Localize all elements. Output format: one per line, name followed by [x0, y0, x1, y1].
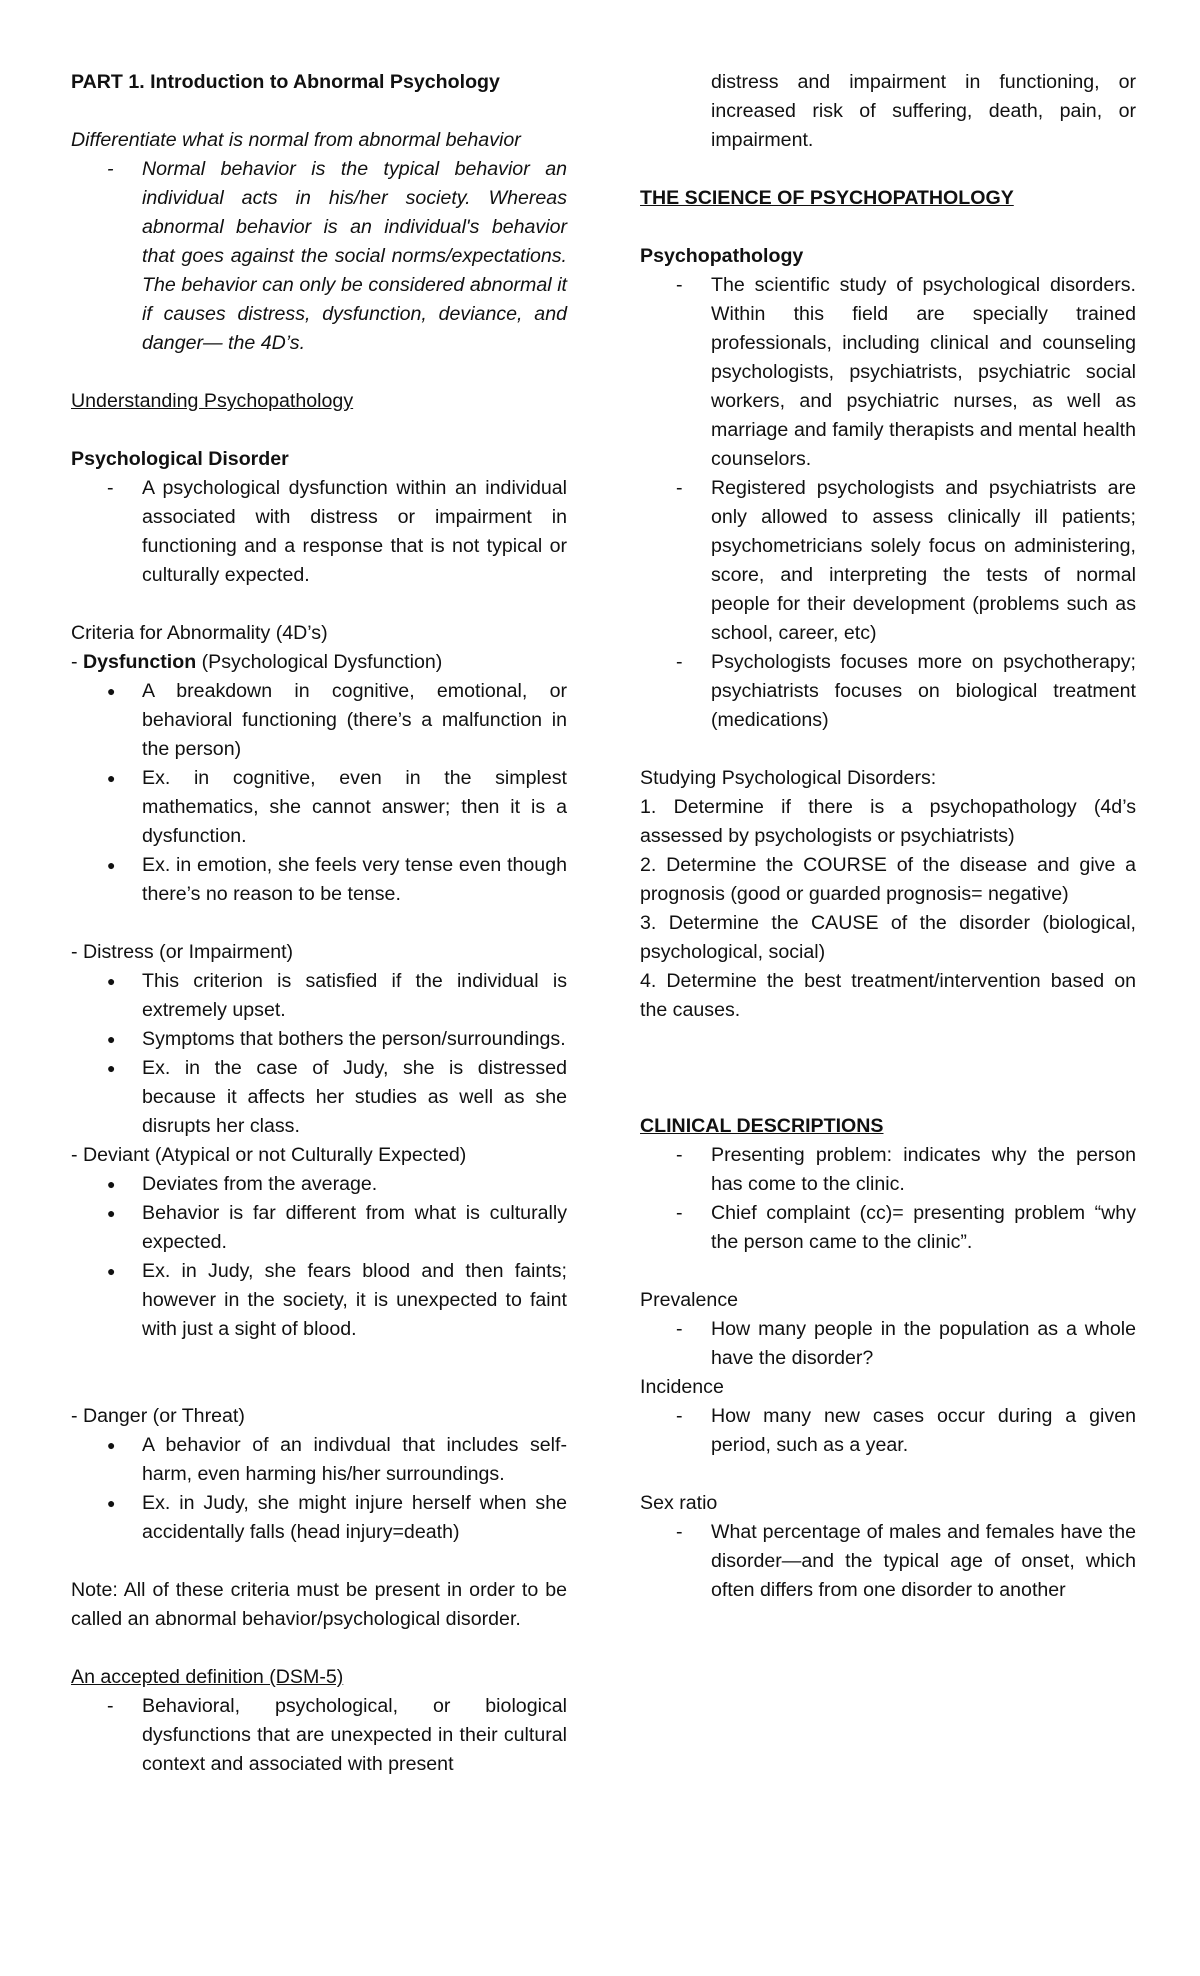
list-item: - How many new cases occur during a given period, such as a year. — [640, 1402, 1136, 1460]
bullet-icon: ● — [107, 683, 116, 699]
differentiate-heading: Differentiate what is normal from abnormal behavior — [71, 129, 521, 151]
distress-heading: - Distress (or Impairment) — [71, 941, 294, 963]
dash-marker: - — [676, 651, 683, 673]
dash-marker: - — [676, 477, 683, 499]
list-item: - Presenting problem: indicates why the person has come to the clinic. — [640, 1141, 1136, 1199]
understanding-heading: Understanding Psychopathology — [71, 390, 354, 412]
danger-heading: - Danger (or Threat) — [71, 1405, 245, 1427]
list-item: - A psychological dysfunction within an individual associated with distress or impairment in functioning and a response that is not typical or culturally expected. — [71, 474, 567, 590]
dash-marker: - — [107, 158, 114, 180]
bullet-icon: ● — [107, 1176, 116, 1192]
dash-marker: - — [107, 1695, 114, 1717]
list-item: - Chief complaint (cc)= presenting problem “why the person came to the clinic”. — [640, 1199, 1136, 1257]
right-column — [640, 68, 1136, 1605]
part-title: PART 1. Introduction to Abnormal Psychology — [71, 71, 500, 93]
list-item: ● A behavior of an indivdual that includes self-harm, even harming his/her surroundings. — [71, 1431, 567, 1489]
studying-step: 4. Determine the best treatment/intervention based on the causes. — [640, 970, 1136, 1021]
bullet-icon: ● — [107, 857, 116, 873]
list-item: ● Ex. in Judy, she fears blood and then faints; however in the society, it is unexpected to faint with just a sight of blood. — [71, 1257, 567, 1344]
sex-ratio-heading: Sex ratio — [640, 1492, 718, 1514]
studying-heading: Studying Psychological Disorders: — [640, 767, 937, 789]
criteria-heading: Criteria for Abnormality (4D’s) — [71, 622, 328, 644]
studying-step: 1. Determine if there is a psychopathology (4d’s assessed by psychologists or psychiatrists) — [640, 796, 1136, 847]
dash-marker: - — [676, 1202, 683, 1224]
studying-step: 2. Determine the COURSE of the disease and give a prognosis (good or guarded prognosis= negative) — [640, 854, 1136, 905]
bullet-icon: ● — [107, 1031, 116, 1047]
bullet-icon: ● — [107, 1263, 116, 1279]
left-column — [71, 68, 567, 1779]
science-heading: THE SCIENCE OF PSYCHOPATHOLOGY — [640, 187, 1014, 209]
list-item: - Psychologists focuses more on psychotherapy; psychiatrists focuses on biological treatment (medications) — [640, 648, 1136, 735]
accepted-definition-heading: An accepted definition (DSM-5) — [71, 1666, 344, 1688]
list-item: - Behavioral, psychological, or biological dysfunctions that are unexpected in their cultural context and associated with present — [71, 1692, 567, 1779]
bullet-icon: ● — [107, 770, 116, 786]
prevalence-heading: Prevalence — [640, 1289, 739, 1311]
list-item: ● Deviates from the average. — [71, 1170, 567, 1199]
psychopathology-heading: Psychopathology — [640, 245, 804, 267]
bullet-icon: ● — [107, 1495, 116, 1511]
note: Note: All of these criteria must be present in order to be called an abnormal behavior/psychological disorder. — [71, 1579, 567, 1630]
list-item: ● This criterion is satisfied if the individual is extremely upset. — [71, 967, 567, 1025]
list-item: ● Symptoms that bothers the person/surroundings. — [71, 1025, 567, 1054]
bullet-icon: ● — [107, 973, 116, 989]
list-item: - What percentage of males and females have the disorder—and the typical age of onset, which often differs from one disorder to another — [640, 1518, 1136, 1605]
list-item: - Registered psychologists and psychiatrists are only allowed to assess clinically ill patients; psychometricians solely focus on administering, score, and interpreting the tests of normal people for their development (problems such as school, career, etc) — [640, 474, 1136, 648]
list-item: ● Ex. in cognitive, even in the simplest mathematics, she cannot answer; then it is a dysfunction. — [71, 764, 567, 851]
dash-marker: - — [676, 1144, 683, 1166]
list-item: ● Ex. in emotion, she feels very tense even though there’s no reason to be tense. — [71, 851, 567, 909]
list-item: - The scientific study of psychological disorders. Within this field are specially trained professionals, including clinical and counseling psychologists, psychiatrists, psychiatric social workers, and psychiatric nurses, as well as marriage and family therapists and mental health counselors. — [640, 271, 1136, 474]
bullet-icon: ● — [107, 1437, 116, 1453]
dash-marker: - — [676, 1405, 683, 1427]
dash-marker: - — [107, 477, 114, 499]
deviant-heading: - Deviant (Atypical or not Culturally Expected) — [71, 1144, 467, 1166]
psych-disorder-heading: Psychological Disorder — [71, 448, 289, 470]
list-item: - Normal behavior is the typical behavior an individual acts in his/her society. Whereas abnormal behavior is an individual's behavior that goes against the social norms/expectations. The behavior can only be considered abnormal it if causes distress, dysfunction, deviance, and danger— the 4D’s. — [71, 155, 567, 358]
list-item: ● A breakdown in cognitive, emotional, or behavioral functioning (there’s a malfunction in the person) — [71, 677, 567, 764]
clinical-heading: CLINICAL DESCRIPTIONS — [640, 1115, 884, 1137]
dysfunction-heading: - Dysfunction (Psychological Dysfunction) — [71, 651, 443, 673]
dash-marker: - — [676, 274, 683, 296]
bullet-icon: ● — [107, 1060, 116, 1076]
bullet-icon: ● — [107, 1205, 116, 1221]
list-item: ● Ex. in the case of Judy, she is distressed because it affects her studies as well as she disrupts her class. — [71, 1054, 567, 1141]
list-item: ● Behavior is far different from what is culturally expected. — [71, 1199, 567, 1257]
studying-step: 3. Determine the CAUSE of the disorder (biological, psychological, social) — [640, 912, 1136, 963]
dash-marker: - — [676, 1318, 683, 1340]
list-item-continuation: distress and impairment in functioning, or increased risk of suffering, death, pain, or impairment. — [711, 71, 1136, 151]
list-item: - How many people in the population as a whole have the disorder? — [640, 1315, 1136, 1373]
incidence-heading: Incidence — [640, 1376, 724, 1398]
list-item: ● Ex. in Judy, she might injure herself when she accidentally falls (head injury=death) — [71, 1489, 567, 1547]
dash-marker: - — [676, 1521, 683, 1543]
